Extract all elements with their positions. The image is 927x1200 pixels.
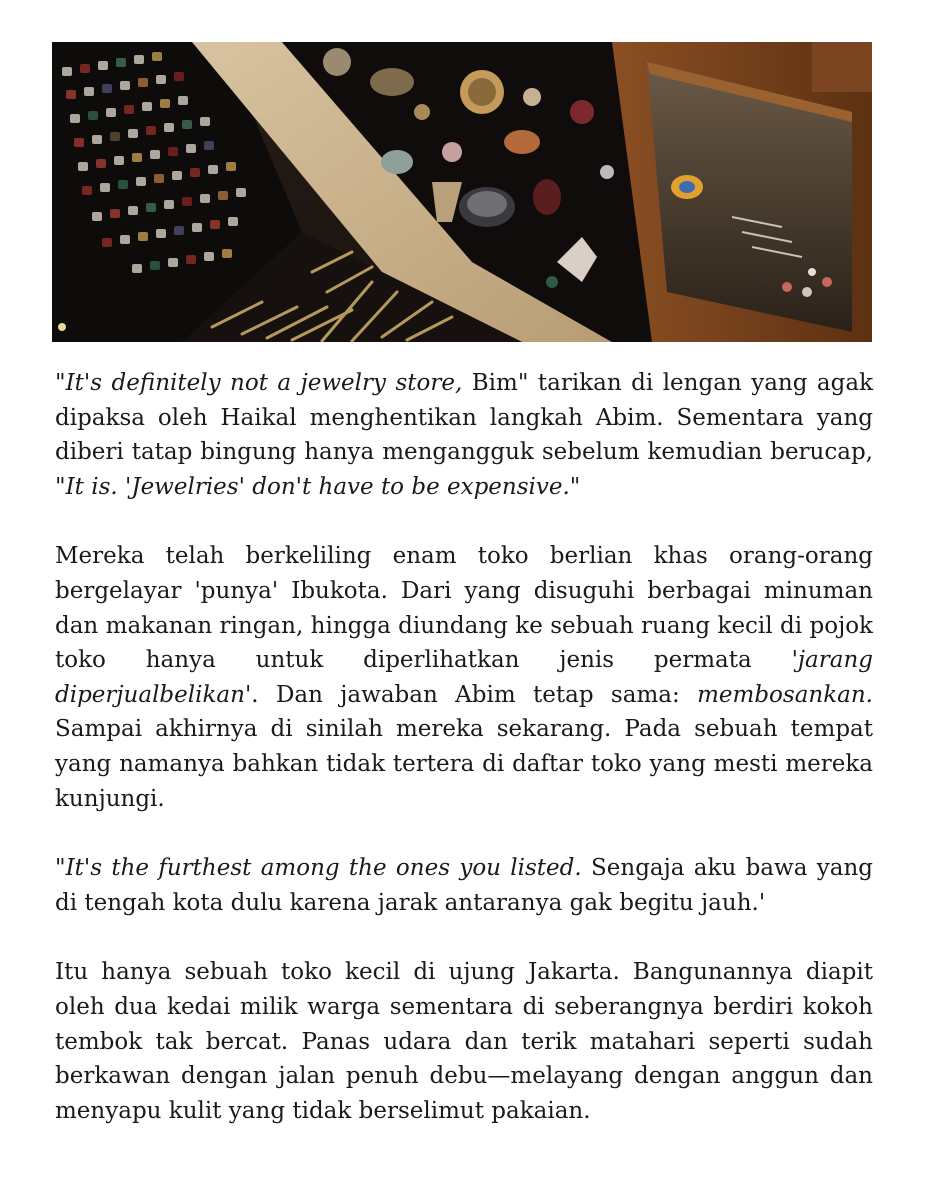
text-segment: Sengaja aku bawa yang di tengah kota dulu karena jarak antaranya gak begitu jauh.' (55, 855, 873, 916)
story-paragraph (55, 366, 873, 504)
text-segment: Mereka telah berkeliling enam toko berlian khas orang-orang bergelayar 'punya' Ibukota. Dari yang disuguhi berbagai minuman dan makanan ringan, hingga diundang ke sebuah ruang kecil di pojok toko hanya untuk diperlihatkan jenis permata ' (55, 543, 873, 674)
italic-text-segment: jarang diperjualbelikan (55, 647, 873, 708)
text-segment: Bim" tarikan di lengan yang agak dipaksa oleh Haikal menghentikan langkah Abim. Sementara yang diberi tatap bingung hanya mengangguk sebelum kemudian berucap, " (55, 370, 874, 500)
italic-text-segment: It's the furthest among the ones you listed. (65, 855, 582, 882)
jewelry-photo-illustration (52, 42, 872, 342)
story-paragraph (55, 851, 873, 920)
italic-text-segment: It is. ' (65, 473, 132, 500)
italic-text-segment: Jewelries (131, 473, 239, 500)
story-paragraph (55, 539, 873, 816)
text-segment: Itu hanya sebuah toko kecil di ujung Jakarta. Bangunannya diapit oleh dua kedai milik warga sementara di seberangnya berdiri kokoh tembok tak bercat. Panas udara dan terik matahari seperti sudah berkawan dengan jalan penuh debu—melayang dengan anggun dan menyapu kulit yang tidak berselimut pakaian. (55, 959, 873, 1124)
text-segment: Sampai akhirnya di sinilah mereka sekarang. Pada sebuah tempat yang namanya bahkan tidak tertera di daftar toko yang mesti mereka kunjungi. (55, 716, 873, 812)
jewelry-display-photo (52, 42, 872, 342)
text-segment: '. Dan jawaban Abim tetap sama: (244, 681, 698, 708)
story-paragraph (55, 955, 873, 1128)
text-segment: " (55, 855, 66, 882)
italic-text-segment: ' don't have to be expensive. (238, 473, 570, 500)
text-segment: " (569, 473, 581, 500)
italic-text-segment: membosankan. (697, 681, 873, 708)
text-segment: " (55, 370, 66, 396)
story-text (55, 366, 873, 1128)
italic-text-segment: It's definitely not a jewelry store, (65, 370, 463, 396)
